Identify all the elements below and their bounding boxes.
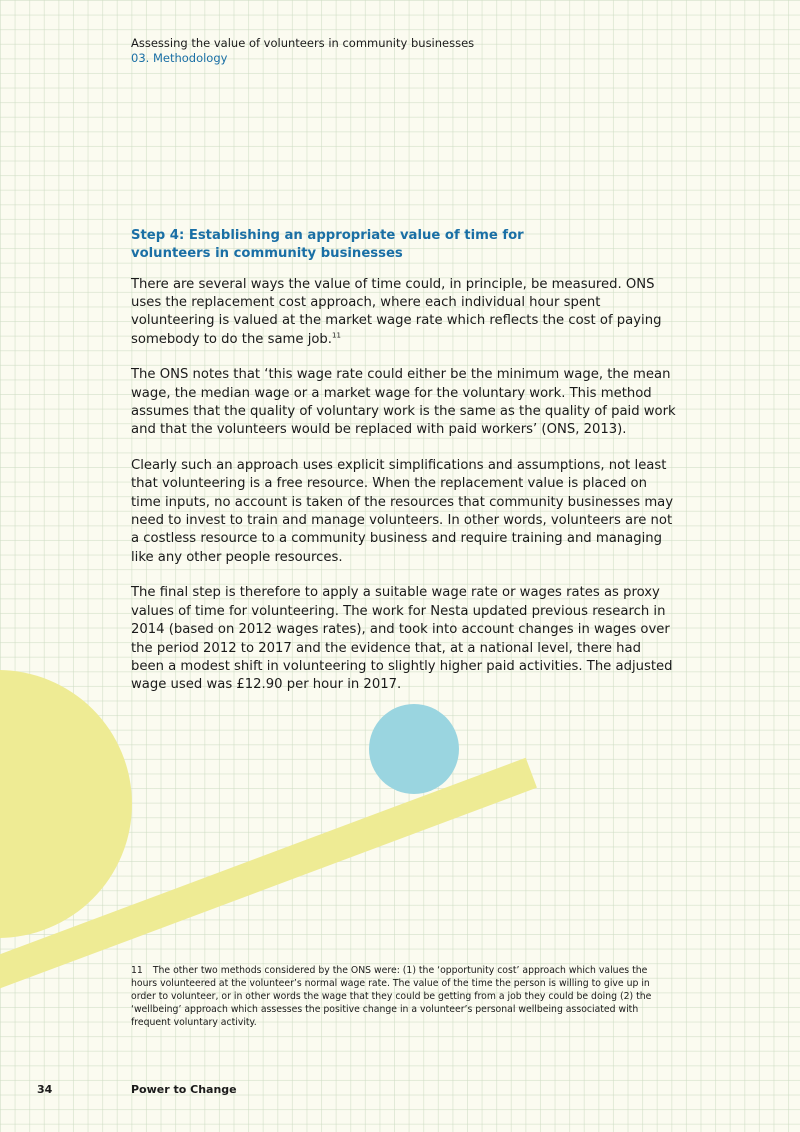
footnote <box>131 964 671 1029</box>
footnote-reference: 11 <box>332 331 341 340</box>
page-number: 34 <box>37 1083 53 1096</box>
paragraph-final-step: The final step is therefore to apply a suitable wage rate or wages rates as proxy values of time for volunteering. The work for Nesta updated previous research in 2014 (based on 2012 wages rates), and took into account changes in wages over the period 2012 to 2017 and the evidence that, at a national level, there had been a modest shift in volunteering to slightly higher paid activities. The adjusted wage used was £12.90 per hour in 2017. <box>131 585 673 693</box>
step-heading: Step 4: Establishing an appropriate value of time for volunteers in community businesses <box>131 228 524 262</box>
paragraph-simplifications: Clearly such an approach uses explicit simplifications and assumptions, not least that volunteering is a free resource. When the replacement value is placed on time inputs, no account is taken of the resources that community businesses may need to invest to train and manage volunteers. In other words, volunteers are not a costless resource to a community business and require training and managing like any other people resources. <box>131 457 674 565</box>
footer-organisation: Power to Change <box>131 1083 237 1096</box>
main-content <box>131 227 676 712</box>
paragraph-text: There are several ways the value of time could, in principle, be measured. ONS uses the replacement cost approach, where each individual hour spent volunteering is valued at the market wage rate which reflects the cost of paying somebody to do the same job. <box>131 276 662 347</box>
decorative-yellow-circle <box>0 670 132 938</box>
document-title: Assessing the value of volunteers in community businesses <box>131 36 475 50</box>
footnote-text: The other two methods considered by the ONS were: (1) the ‘opportunity cost’ approach which values the hours volunteered at the volunteer’s normal wage rate. The value of the time the person is willing to give up in order to volunteer, or in other words the wage that they could be getting from a job they could be doing (2) the ‘wellbeing’ approach which assesses the positive change in a volunteer’s personal wellbeing associated with frequent voluntary activity. <box>131 965 652 1029</box>
section-label: 03. Methodology <box>131 51 228 65</box>
footnote-number: 11 <box>131 965 143 976</box>
decorative-blue-circle <box>369 704 459 794</box>
paragraph-ons-notes: The ONS notes that ‘this wage rate could either be the minimum wage, the mean wage, the median wage or a market wage for the voluntary work. This method assumes that the quality of voluntary work is the same as the quality of paid work and that the volunteers would be replaced with paid workers’ (ONS, 2013). <box>131 367 676 438</box>
running-header <box>131 36 474 66</box>
paragraph-replacement-cost <box>131 276 676 350</box>
